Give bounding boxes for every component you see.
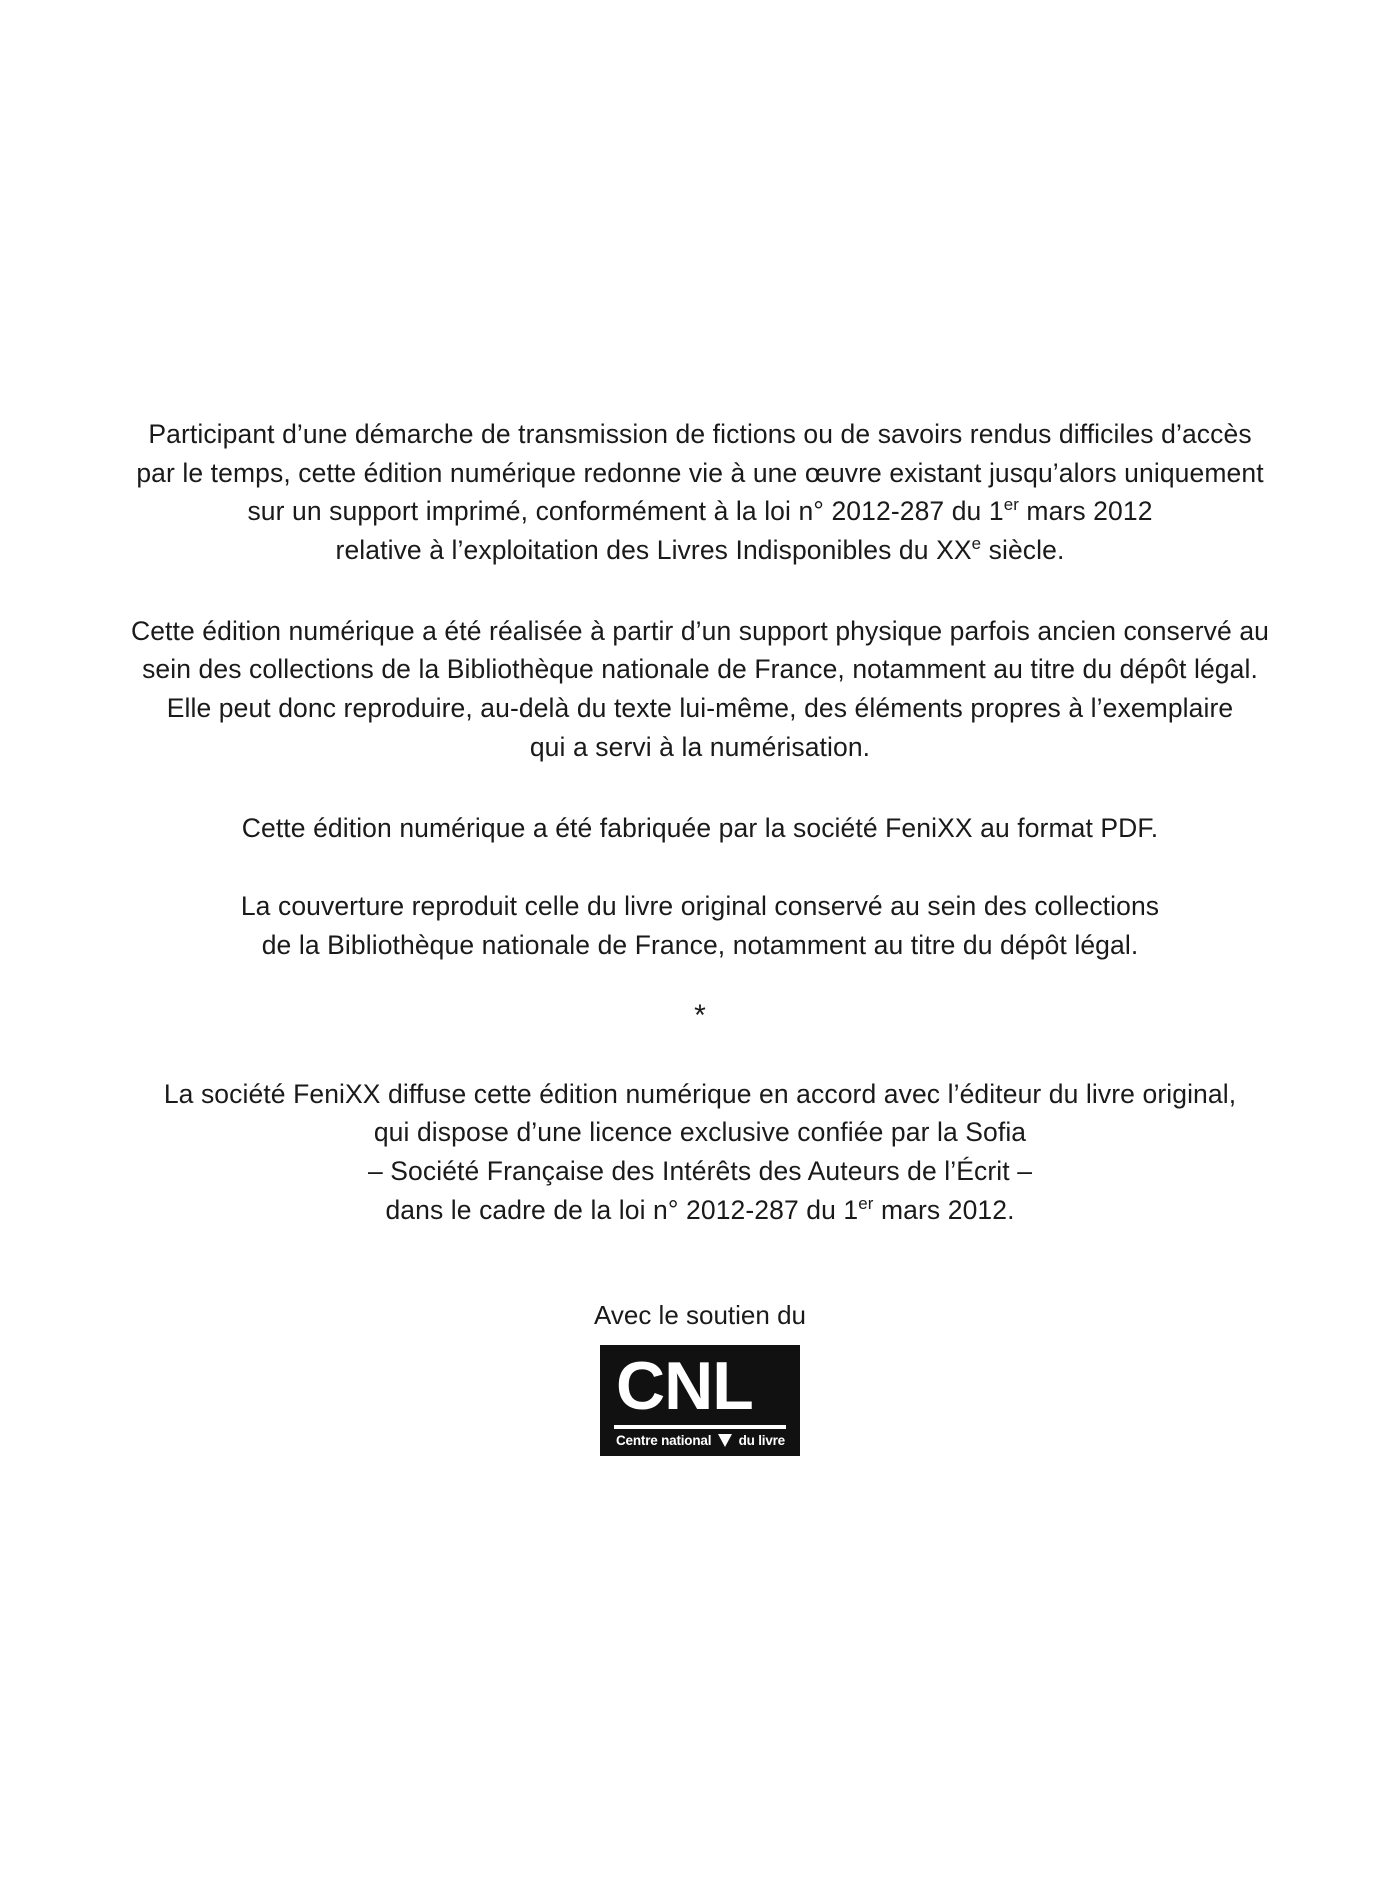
cnl-triangle-icon	[718, 1434, 732, 1447]
support-label: Avec le soutien du	[594, 1300, 806, 1331]
notice-line: sein des collections de la Bibliothèque nationale de France, notamment au titre du dépôt légal.	[142, 654, 1258, 685]
notice-line: La société FeniXX diffuse cette édition numérique en accord avec l’éditeur du livre original,	[163, 1078, 1237, 1109]
cnl-wordmark: CNL	[616, 1348, 753, 1425]
section-separator-asterisk: *	[694, 998, 706, 1032]
notice-line: qui a servi à la numérisation.	[529, 731, 871, 762]
cnl-logo	[600, 1345, 800, 1456]
paragraph-distribution-notice	[110, 1075, 1290, 1230]
notice-line: par le temps, cette édition numérique redonne vie à une œuvre existant jusqu’alors uniquement	[136, 457, 1264, 488]
cnl-tagline	[614, 1433, 786, 1448]
notice-line: de la Bibliothèque nationale de France, notamment au titre du dépôt légal.	[261, 929, 1139, 960]
paragraph-transmission-notice	[110, 415, 1290, 570]
century-superscript: e	[971, 534, 982, 554]
ordinal-superscript: er	[1003, 495, 1019, 515]
paragraph-physical-source-notice	[110, 612, 1290, 767]
support-section	[110, 1299, 1290, 1456]
cnl-tagline-left: Centre national	[616, 1433, 712, 1449]
notice-line-law2-suffix: mars 2012.	[873, 1194, 1015, 1225]
notice-line: Participant d’une démarche de transmission de fictions ou de savoirs rendus difficiles d’accès	[148, 419, 1252, 449]
notice-line-century: relative à l’exploitation des Livres Indisponibles du XX	[335, 535, 972, 566]
notice-line-century-suffix: siècle.	[981, 535, 1065, 566]
paragraph-cover-notice	[110, 887, 1290, 964]
notice-line: Elle peut donc reproduire, au-delà du texte lui-même, des éléments propres à l’exemplaire	[166, 693, 1234, 724]
ordinal-superscript: er	[858, 1193, 874, 1213]
notice-line: – Société Française des Intérêts des Auteurs de l’Écrit –	[367, 1155, 1033, 1186]
notice-line: Cette édition numérique a été réalisée à partir d’un support physique parfois ancien conservé au	[130, 615, 1269, 646]
notice-line-law-suffix: mars 2012	[1018, 496, 1153, 527]
notice-line: La couverture reproduit celle du livre original conservé au sein des collections	[240, 891, 1160, 922]
notice-line: qui dispose d’une licence exclusive confiée par la Sofia	[373, 1117, 1027, 1148]
legal-notice-block	[0, 415, 1400, 1456]
notice-line: Cette édition numérique a été fabriquée par la société FeniXX au format PDF.	[241, 812, 1159, 843]
paragraph-manufacturer-notice	[110, 809, 1290, 848]
notice-line-law2: dans le cadre de la loi n° 2012-287 du 1	[385, 1194, 859, 1225]
notice-line-law: sur un support imprimé, conformément à la loi n° 2012-287 du 1	[247, 496, 1004, 527]
cnl-tagline-right: du livre	[738, 1433, 785, 1449]
cnl-divider-bar	[614, 1425, 786, 1429]
